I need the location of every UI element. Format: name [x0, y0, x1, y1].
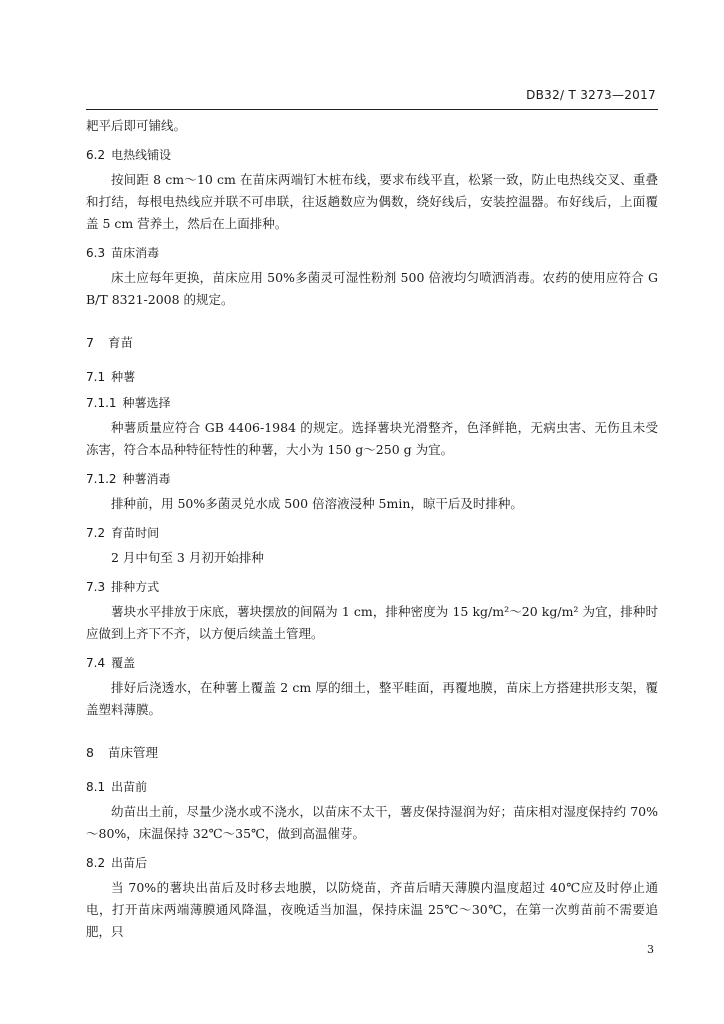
heading-title: 苗床消毒	[111, 246, 160, 260]
paragraph-6-3: 床土应每年更换，苗床应用 50%多菌灵可湿性粉剂 500 倍液均匀喷洒消毒。农药的使用应符合 GB/T 8321-2008 的规定。	[86, 270, 658, 307]
heading-title: 覆盖	[111, 656, 136, 670]
heading-number: 7.3	[86, 580, 106, 594]
page-content	[86, 115, 658, 943]
header-divider	[86, 109, 658, 110]
paragraph-7-2: 2 月中旬至 3 月初开始排种	[111, 550, 264, 565]
heading-number: 8.2	[86, 856, 106, 870]
heading-number: 7	[86, 335, 94, 350]
heading-title: 育苗时间	[111, 526, 160, 540]
paragraph-6-2: 按间距 8 cm～10 cm 在苗床两端钉木桩布线，要求布线平直，松紧一致，防止电热线交叉、重叠和打结，每根电热线应并联不可串联，往返趟数应为偶数，绕好线后，安装控温器。布好线后，上面覆盖 5 cm 营养土，然后在上面排种。	[86, 172, 658, 231]
heading-6-2	[86, 145, 658, 165]
paragraph-7-4: 排好后浇透水，在种薯上覆盖 2 cm 厚的细土，整平畦面，再覆地膜，苗床上方搭建拱形支架，覆盖塑料薄膜。	[86, 680, 658, 717]
page-number: 3	[647, 943, 654, 956]
heading-7-1	[86, 367, 658, 387]
heading-number: 7.1	[86, 370, 106, 384]
heading-title: 出苗后	[111, 856, 148, 870]
heading-number: 7.1.2	[86, 472, 117, 486]
heading-number: 7.4	[86, 656, 106, 670]
heading-8-1	[86, 777, 658, 797]
heading-number: 8	[86, 745, 94, 760]
heading-title: 育苗	[107, 335, 133, 350]
heading-title: 电热线铺设	[111, 148, 172, 162]
heading-number: 7.2	[86, 526, 106, 540]
heading-7-3	[86, 577, 658, 597]
paragraph-8-2: 当 70%的薯块出苗后及时移去地膜，以防烧苗，齐苗后晴天薄膜内温度超过 40℃应及时停止通电，打开苗床两端薄膜通风降温，夜晚适当加温，保持床温 25℃～30℃，在第一次剪苗前不需要追肥，只	[86, 880, 658, 939]
heading-number: 6.2	[86, 148, 106, 162]
heading-number: 6.3	[86, 246, 106, 260]
heading-8-2	[86, 853, 658, 873]
paragraph-7-1-1: 种薯质量应符合 GB 4406-1984 的规定。选择薯块光滑整齐，色泽鲜艳，无病虫害、无伤且未受冻害，符合本品种特征特性的种薯，大小为 150 g～250 g 为宜。	[86, 420, 658, 457]
heading-number: 7.1.1	[86, 396, 117, 410]
heading-title: 种薯消毒	[122, 472, 171, 486]
heading-7-1-2	[86, 469, 658, 489]
heading-title: 苗床管理	[107, 745, 158, 760]
heading-number: 8.1	[86, 780, 106, 794]
heading-7-4	[86, 653, 658, 673]
document-code: DB32/ T 3273—2017	[526, 88, 656, 102]
heading-8	[86, 743, 658, 763]
heading-7-2	[86, 523, 658, 543]
heading-title: 出苗前	[111, 780, 148, 794]
heading-title: 种薯	[111, 370, 136, 384]
heading-6-3	[86, 243, 658, 263]
paragraph-7-3: 薯块水平排放于床底，薯块摆放的间隔为 1 cm，排种密度为 15 kg/m²～20 kg/m² 为宜，排种时应做到上齐下不齐，以方便后续盖土管理。	[86, 604, 658, 641]
lead-paragraph: 耙平后即可铺线。	[86, 118, 187, 133]
heading-title: 种薯选择	[122, 396, 171, 410]
heading-7-1-1	[86, 393, 658, 413]
heading-title: 排种方式	[111, 580, 160, 594]
paragraph-7-1-2: 排种前，用 50%多菌灵兑水成 500 倍溶液浸种 5min，晾干后及时排种。	[111, 496, 523, 511]
paragraph-8-1: 幼苗出土前，尽量少浇水或不浇水，以苗床不太干，薯皮保持湿润为好；苗床相对湿度保持约 70%～80%，床温保持 32℃～35℃，做到高温催芽。	[86, 804, 658, 841]
heading-7	[86, 333, 658, 353]
